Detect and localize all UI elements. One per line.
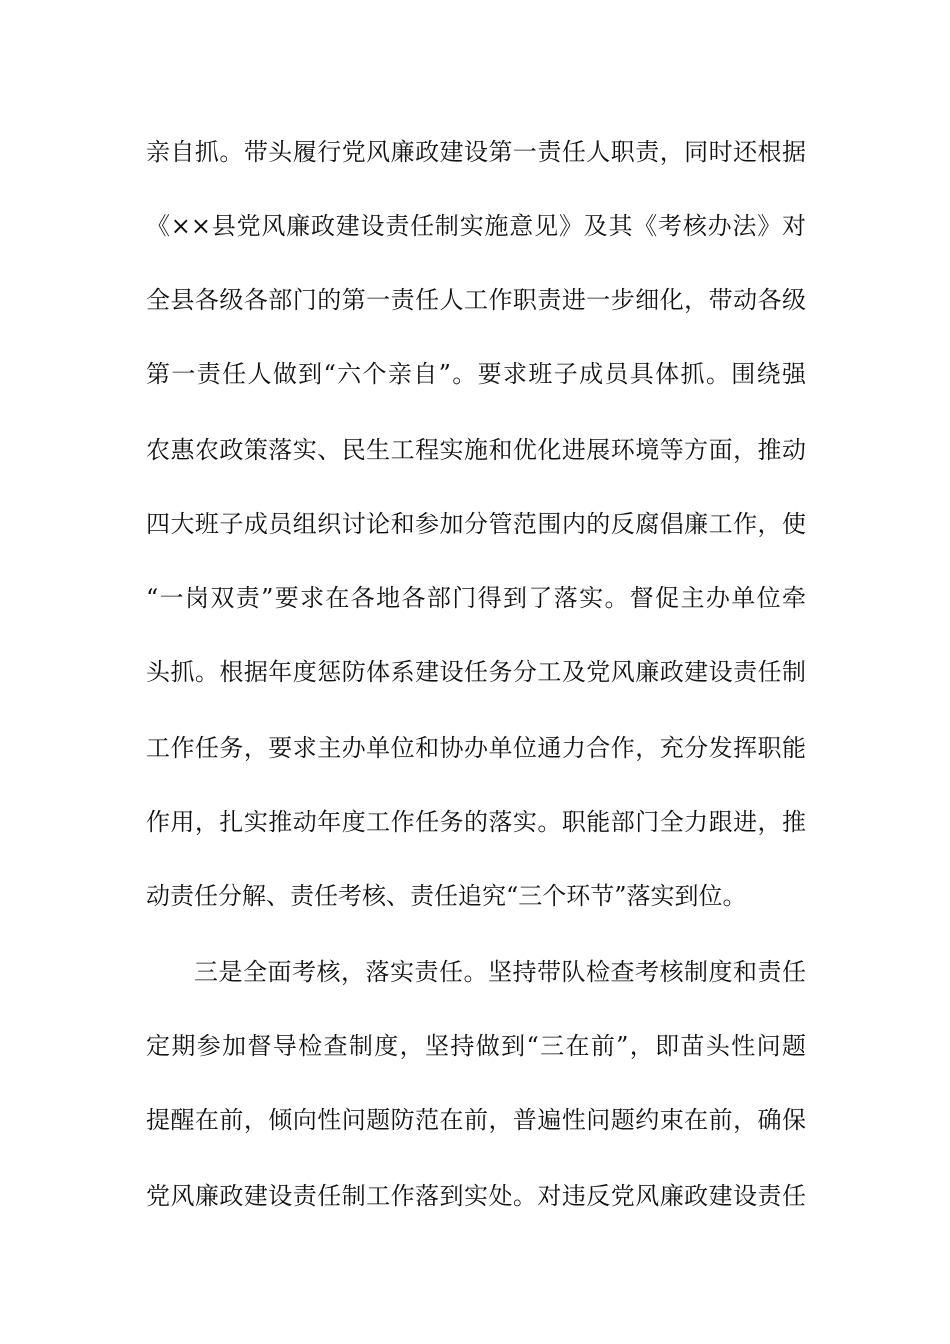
text-line-2: 《××县党风廉政建设责任制实施意见》及其《考核办法》对 [146, 212, 806, 240]
text-line-1: 亲自抓。带头履行党风廉政建设第一责任人职责，同时还根据 [146, 138, 806, 166]
text-line-11: 动责任分解、责任考核、责任追究“三个环节”落实到位。 [146, 882, 747, 910]
text-line-8: 头抓。根据年度惩防体系建设任务分工及党风廉政建设责任制 [146, 658, 806, 686]
text-line-5: 农惠农政策落实、民生工程实施和优化进展环境等方面，推动 [146, 436, 806, 464]
text-line-3: 全县各级各部门的第一责任人工作职责进一步细化，带动各级 [146, 286, 806, 314]
text-line-7: “一岗双责”要求在各地各部门得到了落实。督促主办单位牵 [146, 584, 806, 612]
text-line-13: 定期参加督导检查制度，坚持做到“三在前”，即苗头性问题 [146, 1032, 806, 1060]
text-line-9: 工作任务，要求主办单位和协办单位通力合作，充分发挥职能 [146, 734, 806, 762]
text-line-12: 三是全面考核，落实责任。坚持带队检查考核制度和责任 [194, 958, 806, 986]
text-line-14: 提醒在前，倾向性问题防范在前，普遍性问题约束在前，确保 [146, 1106, 806, 1134]
text-line-15: 党风廉政建设责任制工作落到实处。对违反党风廉政建设责任 [146, 1182, 806, 1210]
text-line-4: 第一责任人做到“六个亲自”。要求班子成员具体抓。围绕强 [146, 360, 806, 388]
text-line-10: 作用，扎实推动年度工作任务的落实。职能部门全力跟进，推 [146, 808, 806, 836]
text-line-6: 四大班子成员组织讨论和参加分管范围内的反腐倡廉工作，使 [146, 510, 806, 538]
